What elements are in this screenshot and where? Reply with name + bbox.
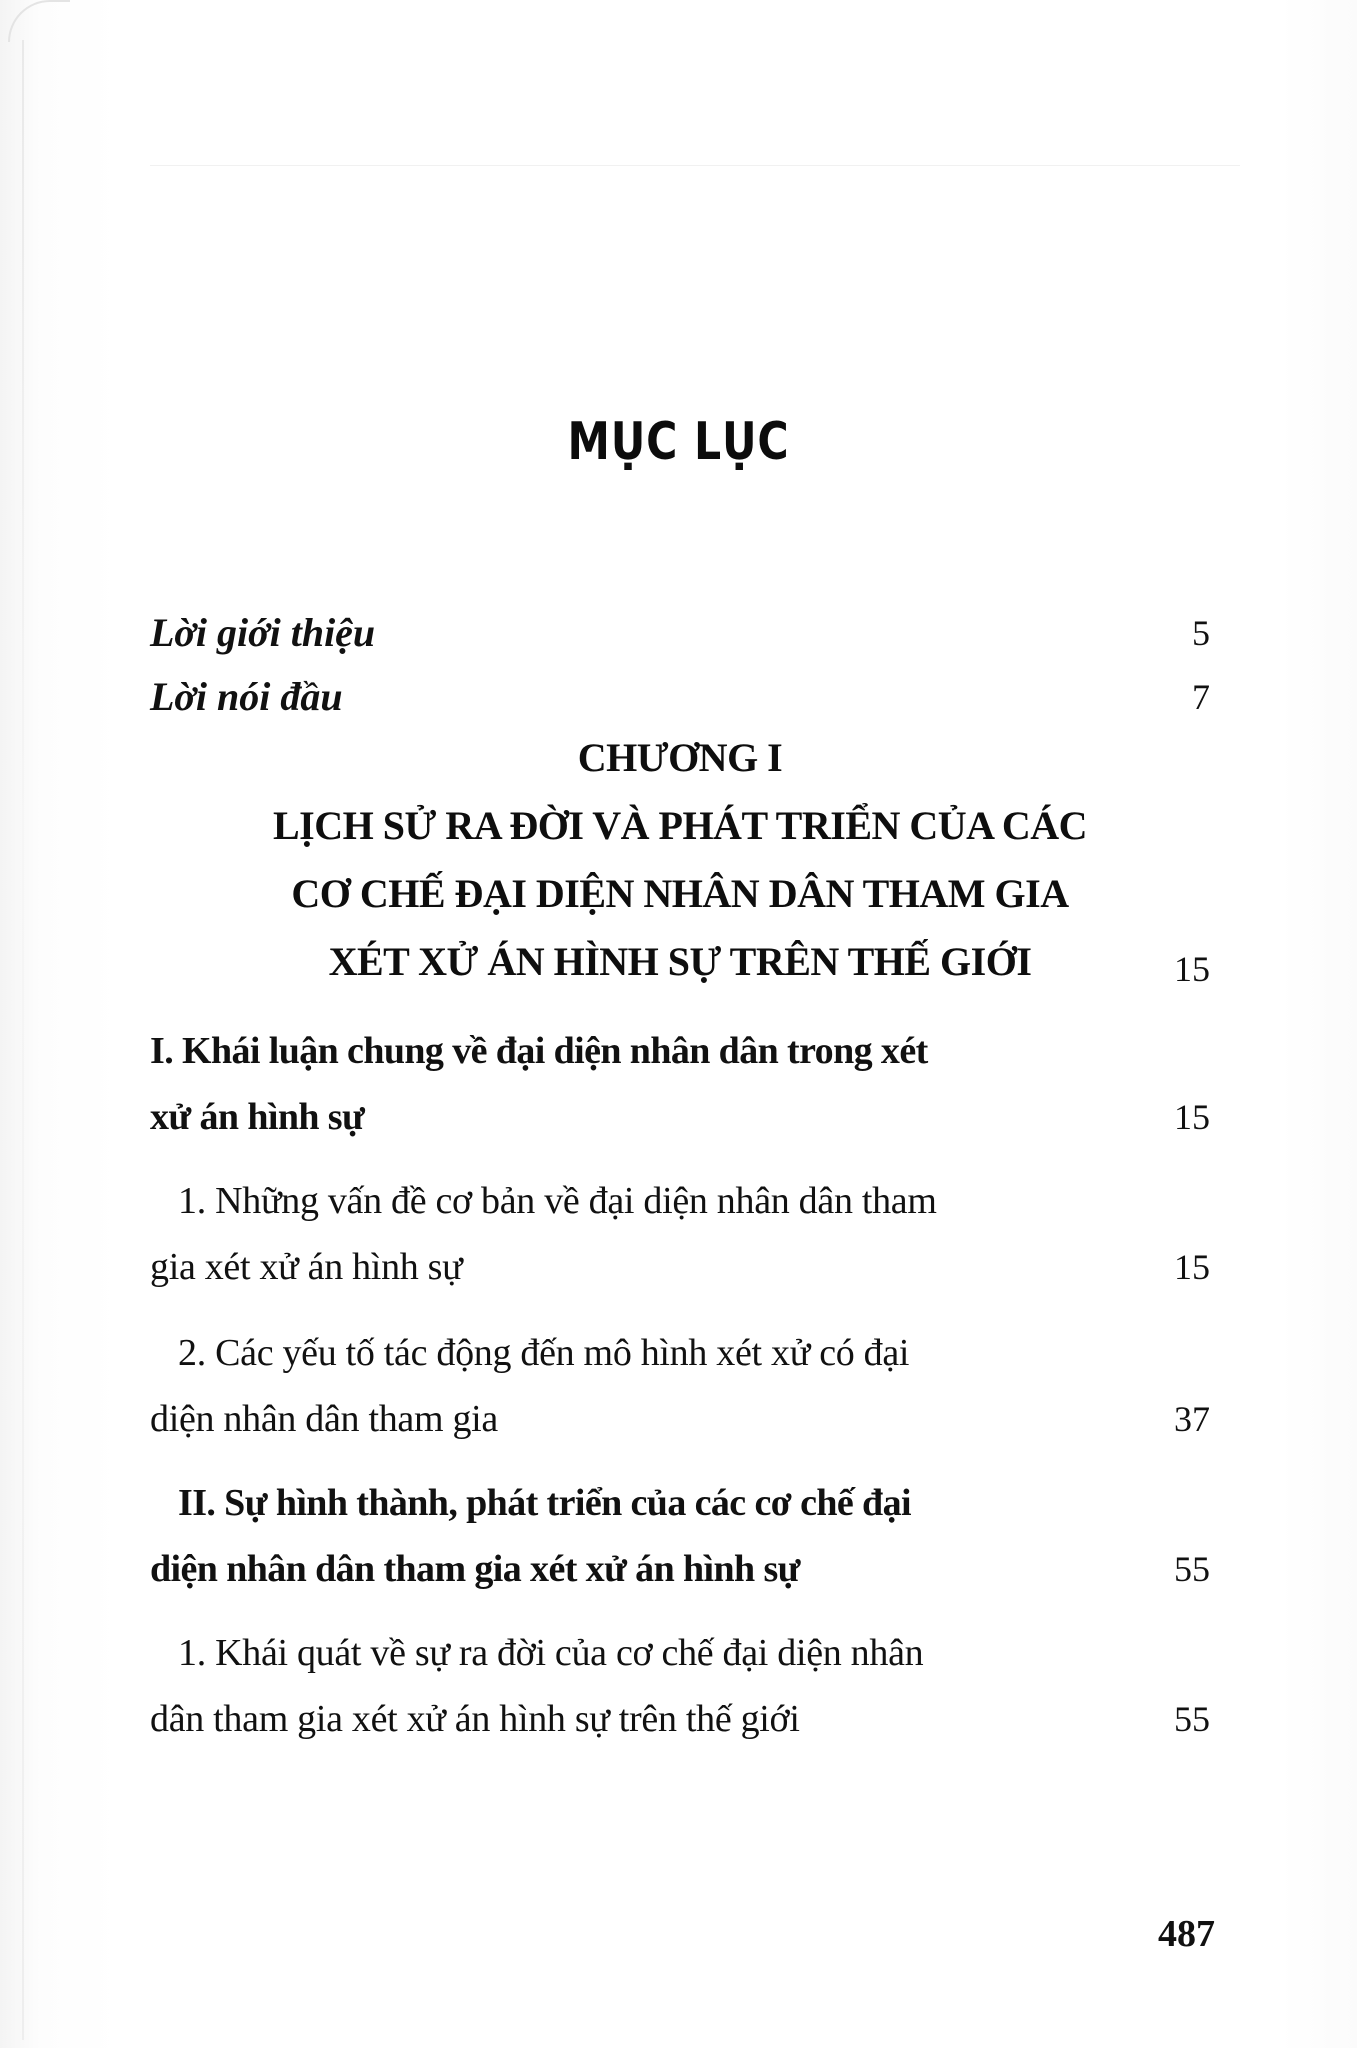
toc-entry-label: Lời nói đầu [150, 674, 343, 719]
chapter-title-line: XÉT XỬ ÁN HÌNH SỰ TRÊN THẾ GIỚI [328, 939, 1032, 984]
toc-entry-line: 2. Các yếu tố tác động đến mô hình xét xử có đại [178, 1332, 910, 1374]
chapter-page: 15 [1174, 949, 1210, 989]
toc-entry-page: 5 [1192, 613, 1210, 653]
toc-entry-intro [150, 600, 1210, 666]
toc-entry-section [150, 1018, 1210, 1150]
toc-entry-preface [150, 664, 1210, 730]
toc-entry-line: 1. Những vấn đề cơ bản về đại diện nhân dân tham [178, 1180, 937, 1222]
toc-entry-page: 15 [1174, 1247, 1210, 1287]
toc-entry-section [150, 1470, 1210, 1602]
toc-entry-page: 15 [1174, 1097, 1210, 1137]
toc-entry-line: II. Sự hình thành, phát triển của các cơ chế đại [178, 1482, 911, 1524]
page-number: 487 [1158, 1913, 1215, 1955]
toc-entry-line: I. Khái luận chung về đại diện nhân dân trong xét [150, 1030, 928, 1072]
toc-entry-subsection [150, 1320, 1210, 1452]
chapter-title-line: LỊCH SỬ RA ĐỜI VÀ PHÁT TRIỂN CỦA CÁC [273, 803, 1087, 848]
toc-entry-line: dân tham gia xét xử án hình sự trên thế giới [150, 1698, 800, 1740]
toc-entry-subsection [150, 1620, 1210, 1752]
toc-entry-line: diện nhân dân tham gia xét xử án hình sự [150, 1548, 800, 1590]
page-title: MỤC LỤC [567, 412, 790, 472]
page-edge [22, 40, 24, 2040]
chapter-title-line: CƠ CHẾ ĐẠI DIỆN NHÂN DÂN THAM GIA [291, 871, 1069, 916]
chapter-number: CHƯƠNG I [577, 735, 783, 780]
bleed-through-line [150, 165, 1240, 166]
toc-entry-line: 1. Khái quát về sự ra đời của cơ chế đại diện nhân [178, 1632, 924, 1674]
toc-entry-line: xử án hình sự [150, 1096, 365, 1138]
page-corner [8, 0, 70, 42]
toc-entry-line: gia xét xử án hình sự [150, 1246, 463, 1288]
toc-entry-page: 55 [1174, 1549, 1210, 1589]
toc-entry-page: 55 [1174, 1699, 1210, 1739]
toc-entry-label: Lời giới thiệu [150, 610, 376, 655]
toc-entry-page: 7 [1192, 677, 1210, 717]
toc-entry-page: 37 [1174, 1399, 1210, 1439]
toc-entry-subsection [150, 1168, 1210, 1300]
toc-entry-line: diện nhân dân tham gia [150, 1398, 498, 1440]
chapter-heading [150, 724, 1210, 996]
